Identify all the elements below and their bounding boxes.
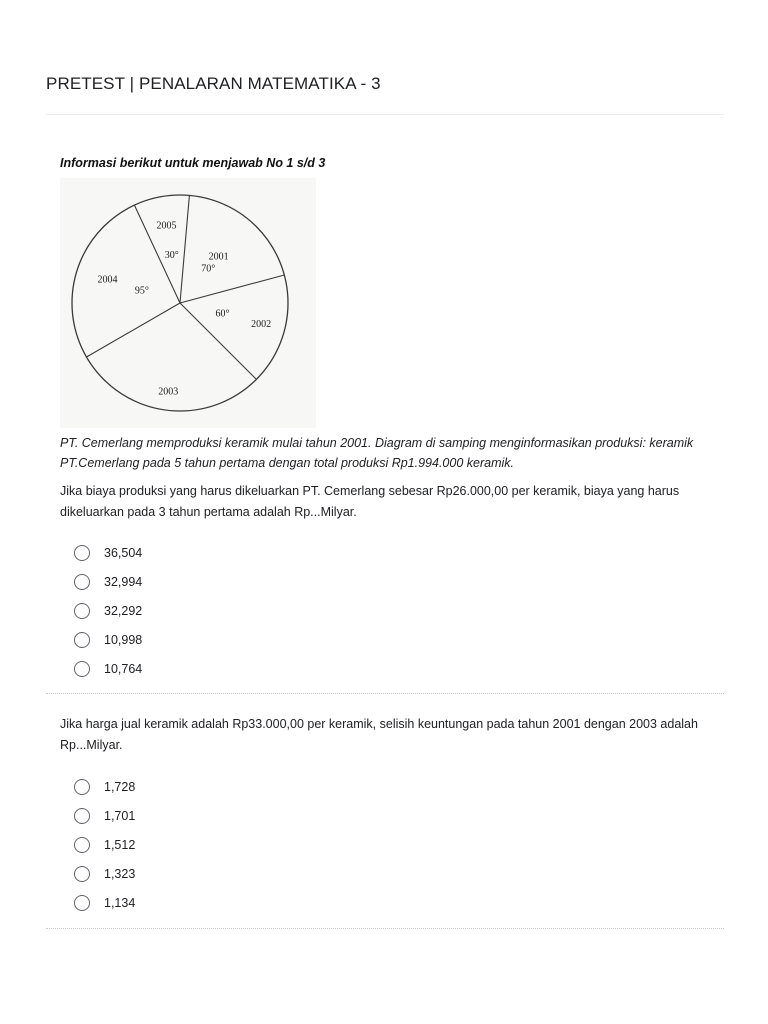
- pie-slice-year-label: 2003: [158, 386, 179, 398]
- radio-button[interactable]: [74, 808, 90, 824]
- radio-button[interactable]: [74, 603, 90, 619]
- option-q2-a[interactable]: [74, 772, 135, 801]
- option-q1-e[interactable]: [74, 654, 142, 683]
- option-q2-d[interactable]: [74, 859, 135, 888]
- info-intro-text: PT. Cemerlang memproduksi keramik mulai tahun 2001. Diagram di samping menginformasikan produksi: keramik PT.Cemerlang pada 5 tahun pertama dengan total produksi Rp1.994.000 keramik.: [60, 436, 694, 470]
- option-label: 10,998: [104, 632, 143, 647]
- page-title: PRETEST | PENALARAN MATEMATIKA - 3: [46, 74, 381, 93]
- question-1-text: Jika biaya produksi yang harus dikeluarkan PT. Cemerlang sebesar Rp26.000,00 per keramik, biaya yang harus dikeluarkan pada 3 tahun pertama adalah Rp...Milyar.: [60, 484, 680, 519]
- section-divider: [46, 928, 724, 929]
- question-2-options: [74, 772, 135, 917]
- option-label: 1,512: [104, 837, 136, 852]
- pie-slice-angle-label: 60°: [215, 308, 230, 320]
- radio-button[interactable]: [74, 661, 90, 677]
- section-divider: [46, 693, 724, 694]
- question-2-text: Jika harga jual keramik adalah Rp33.000,00 per keramik, selisih keuntungan pada tahun 2001 dengan 2003 adalah Rp...Milyar.: [60, 717, 698, 752]
- radio-button[interactable]: [74, 779, 90, 795]
- option-q2-c[interactable]: [74, 830, 135, 859]
- pie-chart: [60, 178, 316, 428]
- option-label: 32,292: [104, 603, 143, 618]
- radio-button[interactable]: [74, 545, 90, 561]
- pie-slice-year-label: 2005: [156, 220, 177, 232]
- radio-button[interactable]: [74, 837, 90, 853]
- option-q1-d[interactable]: [74, 625, 142, 654]
- option-q1-a[interactable]: [74, 538, 142, 567]
- title-divider: [46, 114, 724, 115]
- radio-button[interactable]: [74, 866, 90, 882]
- option-label: 32,994: [104, 574, 143, 589]
- pie-slice-angle-label: 70°: [201, 263, 216, 275]
- option-label: 1,134: [104, 895, 136, 910]
- option-label: 10,764: [104, 661, 143, 676]
- pie-slice-angle-label: 95°: [134, 285, 149, 297]
- radio-button[interactable]: [74, 895, 90, 911]
- radio-button[interactable]: [74, 632, 90, 648]
- option-q1-b[interactable]: [74, 567, 142, 596]
- pie-slice-boundary: [180, 275, 284, 303]
- option-q1-c[interactable]: [74, 596, 142, 625]
- pie-slice-angle-label: 30°: [164, 249, 179, 261]
- option-label: 36,504: [104, 545, 143, 560]
- option-label: 1,728: [104, 779, 136, 794]
- pie-slice-boundary: [180, 195, 189, 303]
- option-label: 1,323: [104, 866, 136, 881]
- pie-slice-boundary: [87, 303, 181, 357]
- option-q2-e[interactable]: [74, 888, 135, 917]
- option-label: 1,701: [104, 808, 136, 823]
- pie-slice-year-label: 2001: [208, 251, 229, 263]
- option-q2-b[interactable]: [74, 801, 135, 830]
- pie-chart-figure: [60, 178, 316, 428]
- question-1-options: [74, 538, 142, 683]
- info-heading: Informasi berikut untuk menjawab No 1 s/d 3: [60, 156, 326, 170]
- pie-slice-year-label: 2004: [97, 274, 118, 286]
- pie-slice-year-label: 2002: [251, 318, 272, 330]
- radio-button[interactable]: [74, 574, 90, 590]
